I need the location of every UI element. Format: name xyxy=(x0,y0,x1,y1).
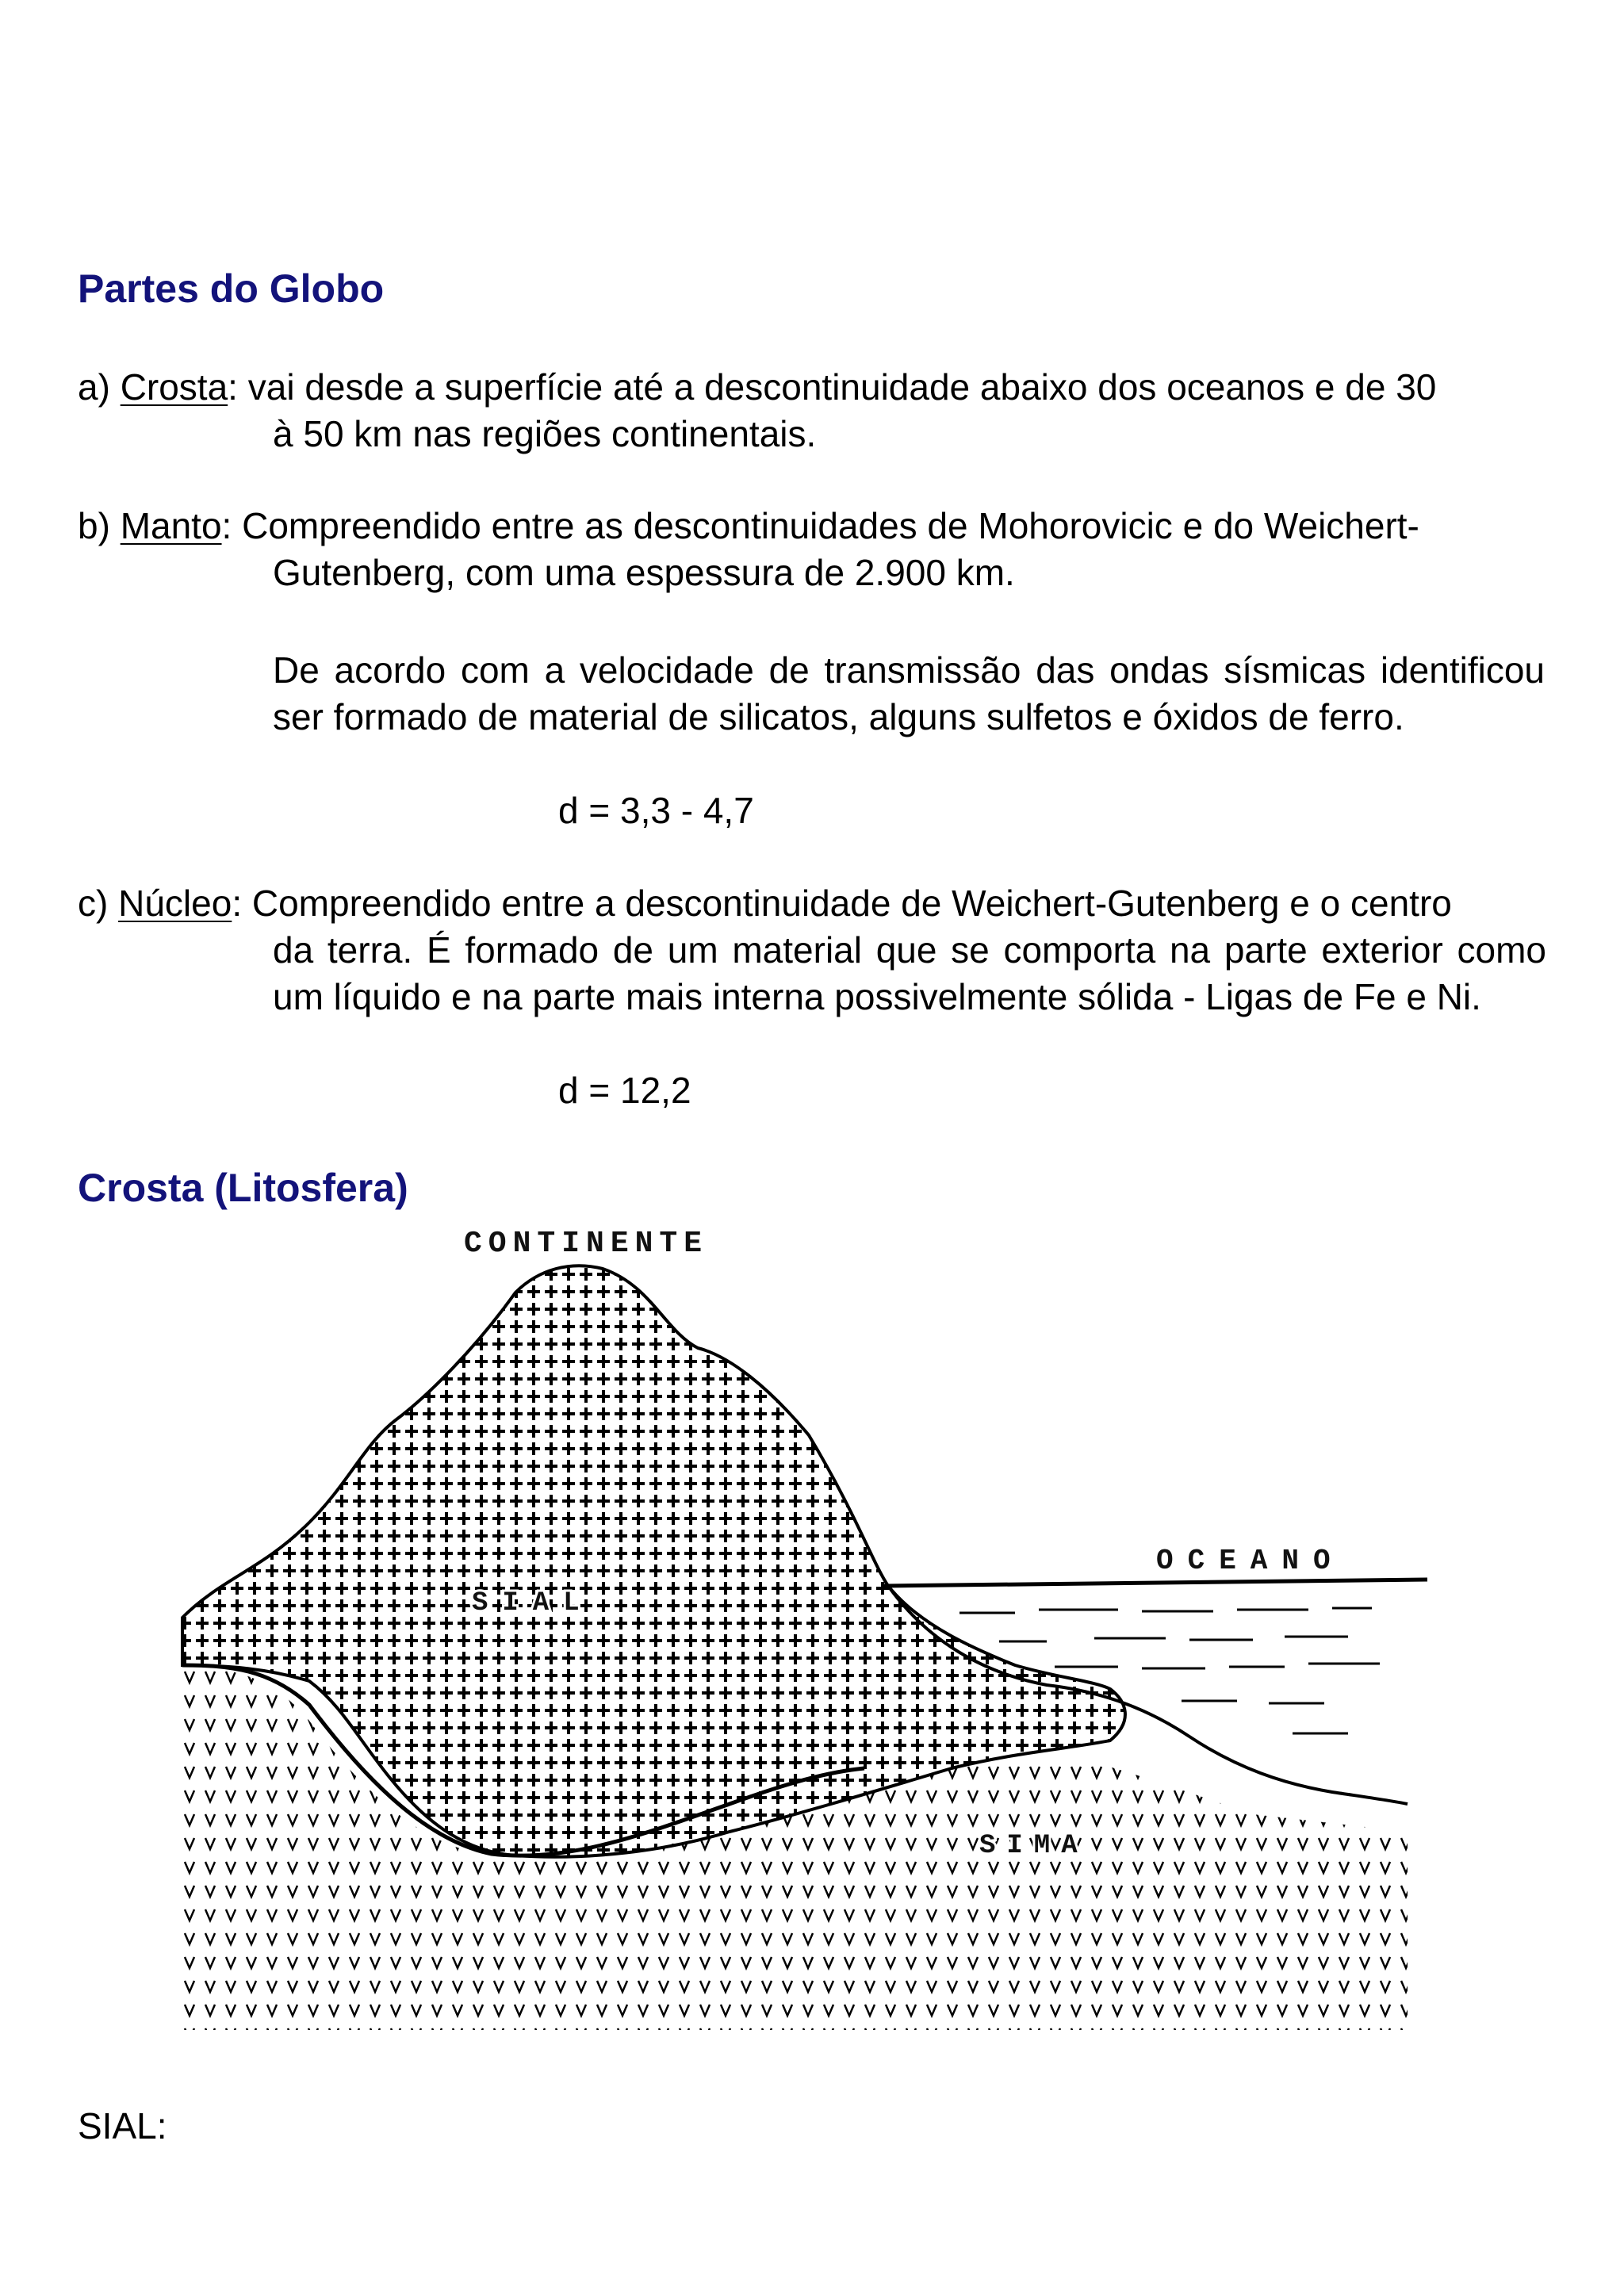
item-first-line xyxy=(78,503,1546,550)
term-crosta: Crosta xyxy=(120,366,228,408)
item-prefix: a) xyxy=(78,366,121,408)
ocean-surface-line xyxy=(884,1580,1427,1586)
section-title-partes-do-globo: Partes do Globo xyxy=(78,266,385,311)
item-continuation: à 50 km nas regiões continentais. xyxy=(273,413,817,454)
list-item-crosta xyxy=(78,364,1546,458)
item-continuation: da terra. É formado de um material que se comporta na parte exterior como um líquido e na parte mais interna possivelmente sólida - Ligas de Fe e Ni. xyxy=(273,929,1546,1017)
label-sial: SIAL xyxy=(472,1588,594,1618)
sial-footer-label: SIAL: xyxy=(78,2105,167,2147)
paragraph-manto-composition: De acordo com a velocidade de transmissão das ondas sísmicas identificou ser formado de material de silicatos, alguns sulfetos e óxidos de ferro. xyxy=(273,649,1545,737)
section-title-crosta-litosfera: Crosta (Litosfera) xyxy=(78,1166,408,1210)
item-prefix: b) xyxy=(78,505,121,546)
list-item-manto xyxy=(78,503,1546,596)
crust-cross-section-diagram xyxy=(159,1213,1475,2038)
label-oceano: OCEANO xyxy=(1156,1545,1345,1577)
label-sima: SIMA xyxy=(979,1831,1089,1861)
term-manto: Manto xyxy=(120,505,222,546)
item-first-line xyxy=(78,880,1546,927)
list-item-nucleo xyxy=(78,880,1546,1021)
term-nucleo: Núcleo xyxy=(118,883,232,924)
formula-nucleo-density: d = 12,2 xyxy=(558,1070,691,1111)
item-line1: : Compreendido entre as descontinuidades de Mohorovicic e do Weichert- xyxy=(221,505,1419,546)
formula-manto-density: d = 3,3 - 4,7 xyxy=(558,790,754,831)
item-line1: : Compreendido entre a descontinuidade de Weichert-Gutenberg e o centro xyxy=(232,883,1452,924)
item-first-line xyxy=(78,364,1546,411)
label-continente: CONTINENTE xyxy=(464,1227,709,1261)
item-line1: : vai desde a superfície até a descontinuidade abaixo dos oceanos e de 30 xyxy=(228,366,1437,408)
item-continuation: Gutenberg, com uma espessura de 2.900 km. xyxy=(273,552,1015,593)
item-prefix: c) xyxy=(78,883,119,924)
